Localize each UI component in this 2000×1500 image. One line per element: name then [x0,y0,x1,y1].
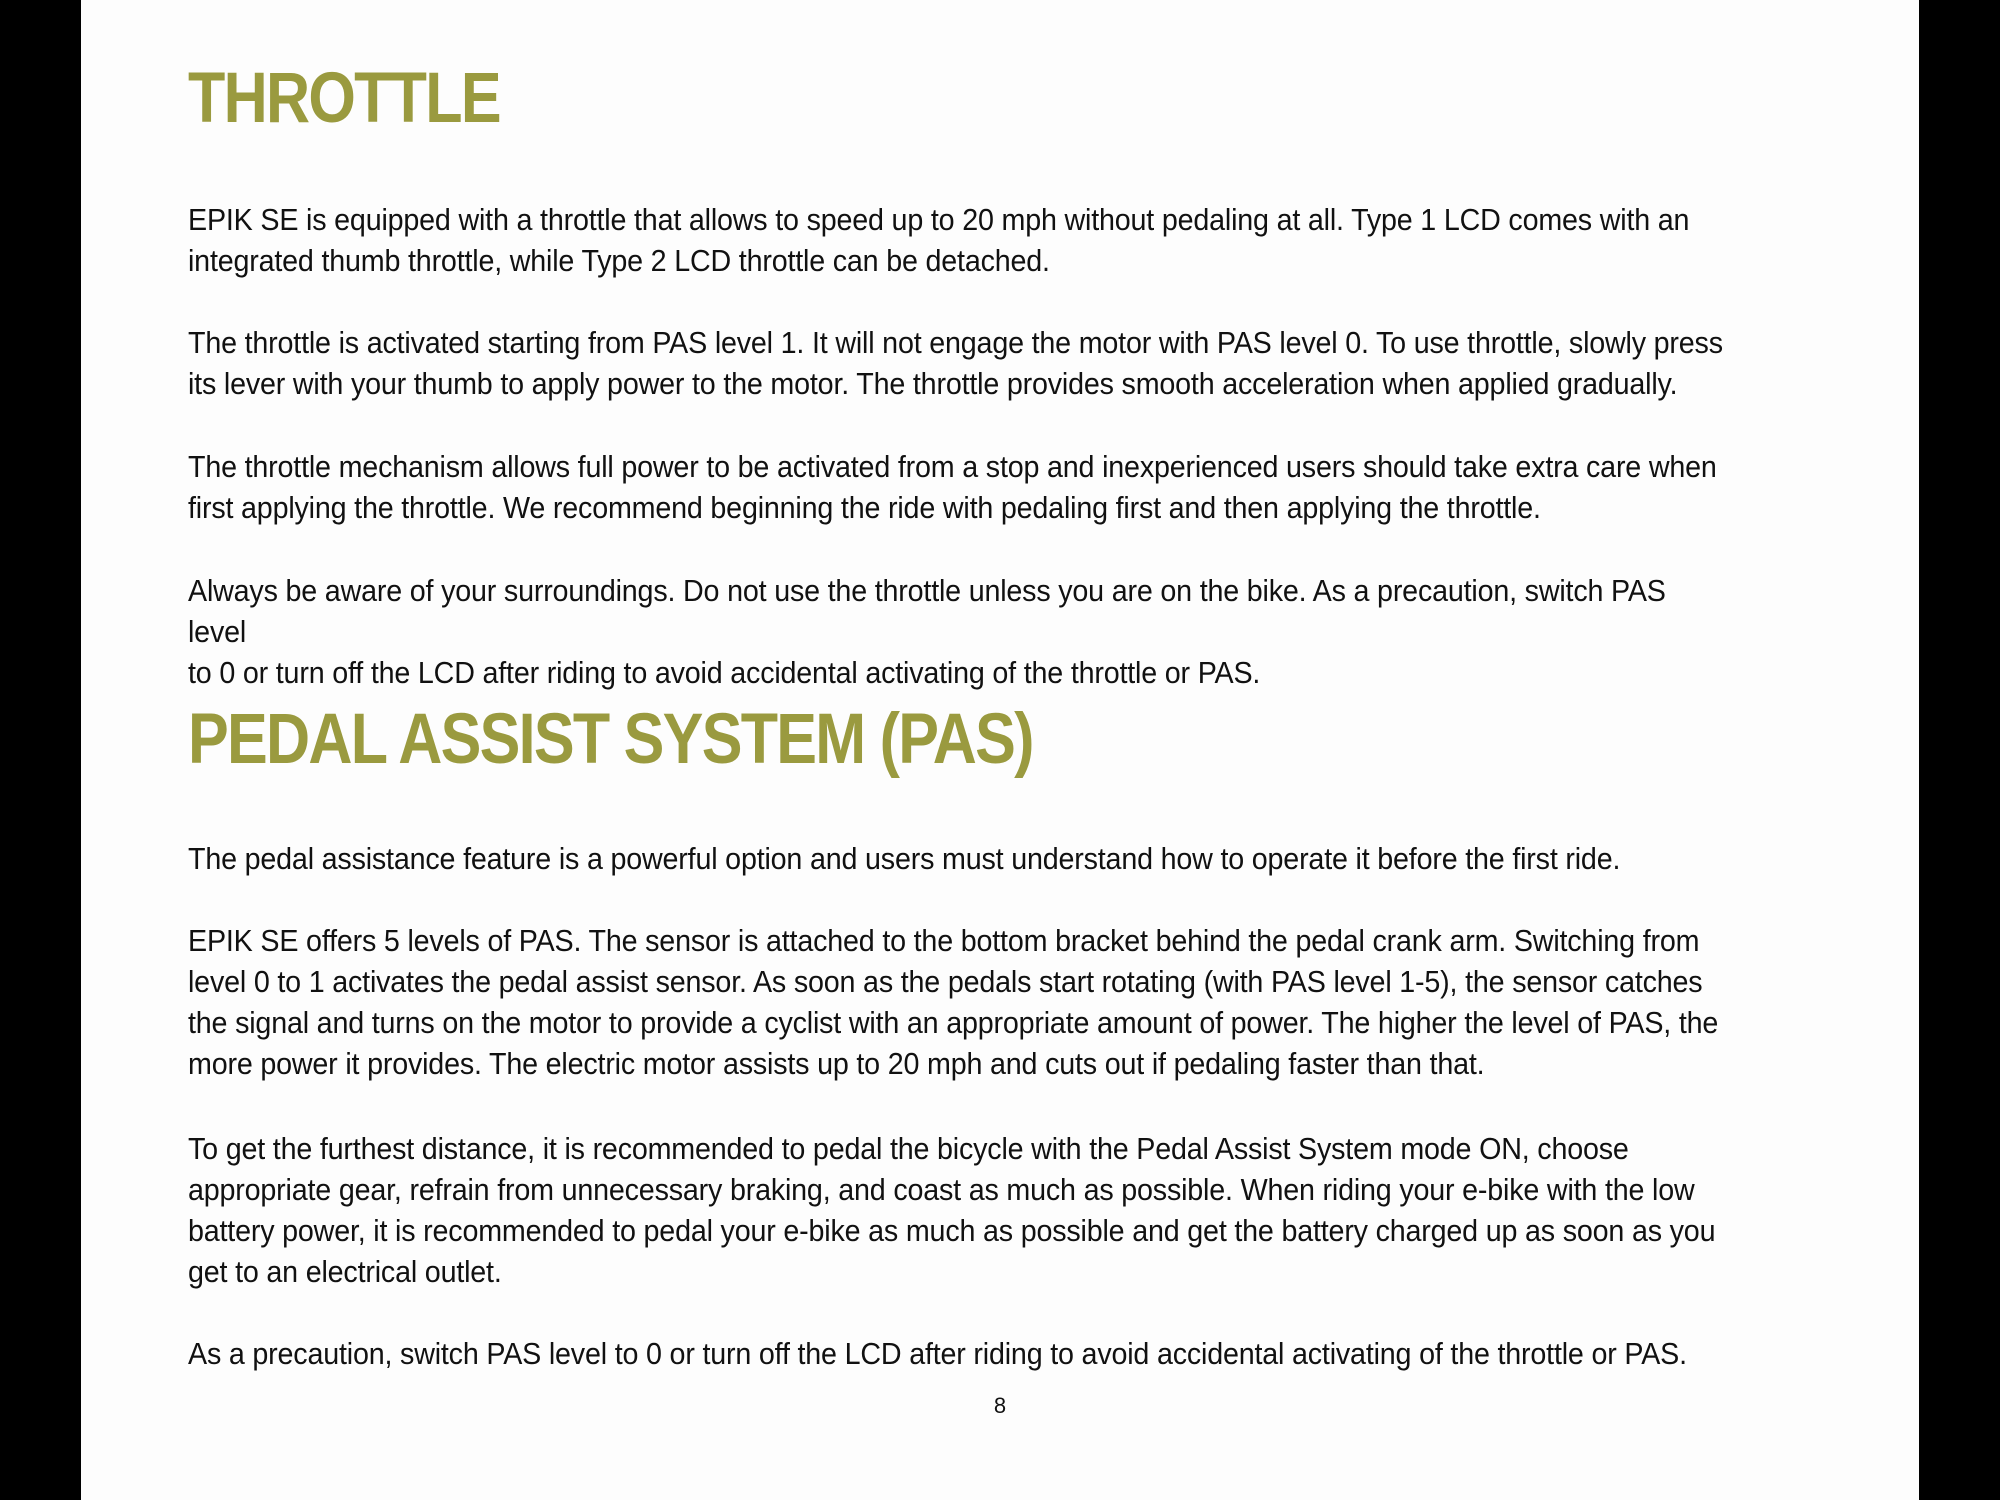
pas-heading: PEDAL ASSIST SYSTEM (PAS) [188,700,1033,779]
throttle-paragraph-3: The throttle mechanism allows full power to be activated from a stop and inexperienced users should take extra care when first applying the throttle. We recommend beginning the ride with pedaling first and then applying the throttle. [188,449,1717,525]
pas-paragraph-1: The pedal assistance feature is a powerful option and users must understand how to operate it before the first ride. [188,841,1621,876]
page-number: 8 [993,1393,1007,1418]
pas-paragraph-3: To get the furthest distance, it is recommended to pedal the bicycle with the Pedal Assist System mode ON, choose appropriate gear, refrain from unnecessary braking, and coast as much as possible. When riding your e-bike with the low battery power, it is recommended to pedal your e-bike as much as possible and get the battery charged up as soon as you get to an electrical outlet. [188,1131,1716,1289]
pas-paragraph-4: As a precaution, switch PAS level to 0 or turn off the LCD after riding to avoid accidental activating of the throttle or PAS. [188,1336,1687,1371]
throttle-paragraph-4: Always be aware of your surroundings. Do not use the throttle unless you are on the bike. As a precaution, switch PAS level to 0 or turn off the LCD after riding to avoid accidental activating of the throttle or PAS. [188,573,1666,690]
throttle-paragraph-1: EPIK SE is equipped with a throttle that allows to speed up to 20 mph without pedaling at all. Type 1 LCD comes with an integrated thumb throttle, while Type 2 LCD throttle can be detached. [188,202,1690,278]
throttle-heading: THROTTLE [188,59,500,138]
throttle-paragraph-2: The throttle is activated starting from PAS level 1. It will not engage the motor with PAS level 0. To use throttle, slowly press its lever with your thumb to apply power to the motor. The throttle provides smooth acceleration when applied gradually. [188,325,1723,401]
pas-paragraph-2: EPIK SE offers 5 levels of PAS. The sensor is attached to the bottom bracket behind the pedal crank arm. Switching from level 0 to 1 activates the pedal assist sensor. As soon as the pedals start rotating (with PAS level 1-5), the sensor catches the signal and turns on the motor to provide a cyclist with an appropriate amount of power. The higher the level of PAS, the more power it provides. The electric motor assists up to 20 mph and cuts out if pedaling faster than that. [188,923,1719,1081]
manual-page [81,0,1919,1500]
